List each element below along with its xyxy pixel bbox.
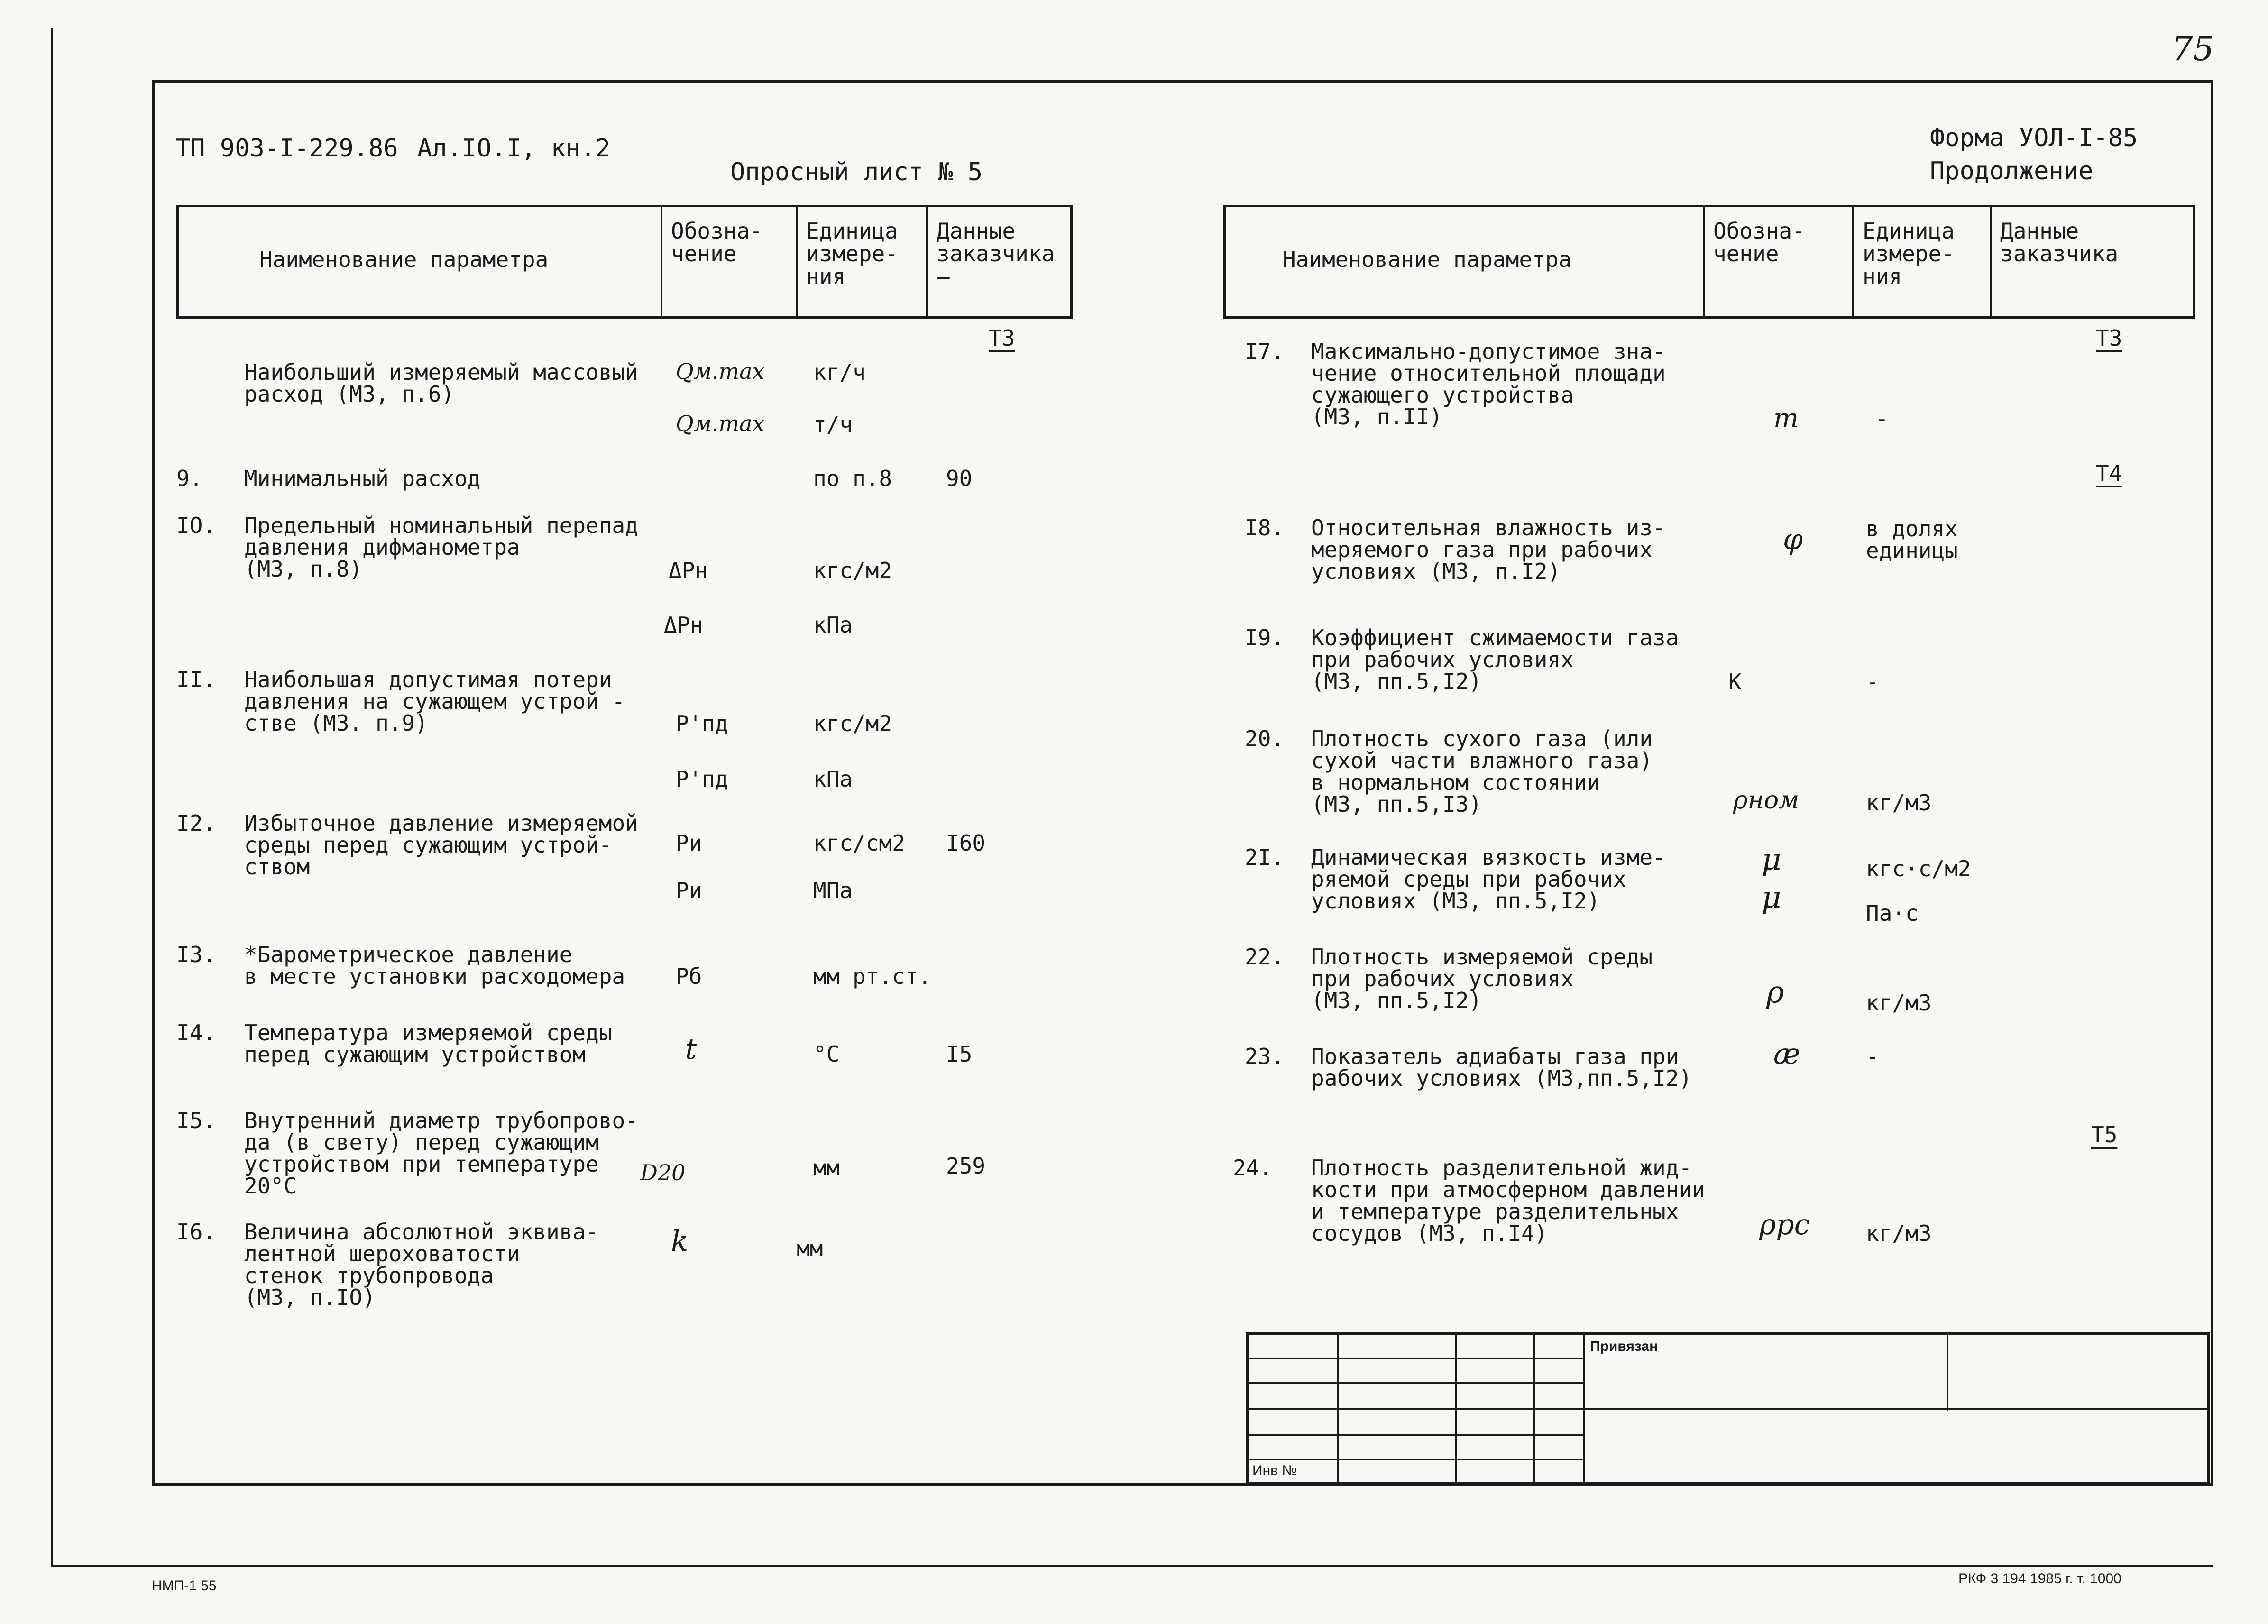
param-name: Избыточное давление измеряемой среды перед сужающим устрой- ством	[244, 810, 638, 880]
param-unit: кг/мЗ	[1866, 790, 1932, 816]
param-name: Плотность измеряемой среды при рабочих условиях (МЗ, пп.5,I2)	[1311, 944, 1653, 1013]
footer-right-code: РКФ 3 194 1985 г. т. 1000	[1958, 1571, 2121, 1587]
param-name: Динамическая вязкость изме- ряемой среды при рабочих условиях (МЗ, пп.5,I2)	[1311, 844, 1666, 914]
param-symbol: æ	[1773, 1037, 1800, 1071]
param-number: 20.	[1245, 726, 1285, 752]
param-name: Внутренний диаметр трубопрово- да (в свету) перед сужающим устройством при температуре 20°С	[244, 1108, 638, 1199]
customer-data: 259	[946, 1153, 986, 1179]
param-unit: кгс/м2	[813, 711, 892, 736]
document-code: ТП 903-I-229.86	[175, 134, 398, 163]
param-unit: °C	[813, 1041, 840, 1067]
form-code: Форма УОЛ-I-85	[1930, 124, 2138, 152]
param-unit: -	[1875, 406, 1889, 431]
continuation-label: Продолжение	[1930, 157, 2094, 185]
stamp-row-line	[1249, 1408, 2209, 1410]
param-symbol: μ	[1762, 842, 1781, 877]
param-number: I5.	[176, 1108, 216, 1133]
col-name-header: Наименование параметра	[179, 207, 662, 316]
stamp-row-line	[1249, 1459, 1583, 1460]
param-symbol: Ри	[676, 878, 702, 903]
param-symbol: Ри	[676, 830, 702, 856]
col-data-header-right: Данные заказчика	[2000, 218, 2119, 266]
param-symbol: t	[685, 1033, 697, 1066]
param-number: I2.	[176, 810, 216, 836]
param-number: I7.	[1245, 339, 1285, 364]
param-unit: мм рт.ст.	[813, 963, 932, 989]
param-number: I6.	[176, 1219, 216, 1245]
param-unit: МПа	[813, 878, 853, 903]
stamp-bound-label: Привязан	[1590, 1339, 1658, 1354]
param-name: Наибольшая допустимая потери давления на сужающем устрой - стве (МЗ. п.9)	[244, 667, 625, 736]
sheet-title: Опросный лист № 5	[730, 158, 983, 186]
param-number: 24.	[1233, 1155, 1273, 1181]
param-unit: в долях единицы	[1866, 516, 1958, 563]
param-unit: т/ч	[813, 412, 853, 437]
param-unit: кПа	[813, 612, 853, 638]
param-symbol: k	[671, 1225, 689, 1258]
param-name: Плотность сухого газа (или сухой части влажного газа) в нормальном состоянии (МЗ, пп.5,IЗ)	[1311, 726, 1653, 817]
param-name: Предельный номинальный перепад давления дифманометра (МЗ, п.8)	[244, 513, 638, 582]
param-number: I3.	[176, 942, 216, 967]
param-name: Плотность разделительной жид- кости при атмосферном давлении и температуре разделительных сосудов (МЗ, п.I4)	[1311, 1155, 1705, 1246]
customer-data: I60	[946, 830, 986, 856]
album-number: Ал.IO.I, кн.2	[417, 134, 610, 163]
param-unit: кгс/м2	[813, 558, 892, 583]
param-unit: мм	[797, 1236, 823, 1261]
customer-data: I5	[946, 1041, 973, 1067]
param-name: Показатель адиабаты газа при рабочих условиях (МЗ,пп.5,I2)	[1311, 1044, 1692, 1091]
param-symbol: Р'пд	[676, 711, 728, 736]
title-stamp	[1246, 1332, 2210, 1484]
param-symbol: ΔРн	[669, 558, 708, 583]
section-tag: Т4	[2096, 460, 2122, 486]
stamp-divider	[1947, 1335, 1948, 1411]
param-unit: кг/мЗ	[1866, 1220, 1932, 1246]
param-number: I9.	[1245, 625, 1285, 651]
section-tag: Т5	[2091, 1122, 2118, 1147]
param-name: Максимально-допустимое зна- чение относительной площади сужающего устройства (МЗ, п.II)	[1311, 339, 1666, 430]
stamp-row-line	[1249, 1434, 1583, 1436]
param-symbol: Р'пд	[676, 766, 728, 792]
param-symbol: φ	[1783, 523, 1803, 556]
param-name: Коэффициент сжимаемости газа при рабочих условиях (МЗ, пп.5,I2)	[1311, 625, 1679, 694]
param-name: Величина абсолютной эквива- лентной шероховатости стенок трубопровода (МЗ, п.IO)	[244, 1219, 599, 1310]
param-unit: кПа	[813, 766, 853, 792]
left-border-line	[51, 28, 53, 1567]
col-unit-header-right: Единица измере- ния	[1854, 207, 1992, 316]
bottom-border-line	[51, 1565, 2213, 1567]
param-number: 22.	[1245, 944, 1285, 970]
right-table-header	[1223, 205, 2195, 319]
param-symbol: ρрс	[1759, 1208, 1810, 1241]
param-name: Наибольший измеряемый массовый расход (МЗ, п.6)	[244, 359, 638, 407]
param-symbol: ρном	[1733, 786, 1800, 815]
customer-data: 90	[946, 466, 973, 491]
param-symbol: μ	[1762, 880, 1781, 915]
param-unit: -	[1866, 669, 1879, 695]
param-symbol: ρ	[1766, 975, 1784, 1010]
param-number: 2I.	[1245, 844, 1285, 870]
footer-left-code: НМП-1 55	[152, 1578, 217, 1594]
param-symbol: Рб	[676, 963, 702, 989]
param-symbol: К	[1728, 669, 1742, 695]
param-name: Минимальный расход	[244, 466, 481, 491]
param-unit: кгс/см2	[813, 830, 905, 856]
stamp-inventory-label: Инв №	[1252, 1463, 1297, 1478]
col-data-header: Данные заказчика –	[937, 218, 1055, 289]
param-unit: по п.8	[813, 466, 892, 491]
param-number: 9.	[176, 466, 203, 491]
param-number: I4.	[176, 1020, 216, 1046]
col-symbol-header-right: Обозна- чение	[1705, 207, 1854, 316]
page-number: 75	[2172, 29, 2214, 68]
param-symbol: Qм.max	[676, 358, 765, 384]
param-name: Относительная влажность из- меряемого газа при рабочих условиях (МЗ, п.I2)	[1311, 515, 1666, 584]
col-name-header-right: Наименование параметра	[1226, 207, 1705, 316]
stamp-row-line	[1249, 1358, 1583, 1359]
param-number: IO.	[176, 513, 216, 538]
param-symbol: m	[1773, 403, 1799, 434]
left-table-header	[176, 205, 1073, 319]
param-unit: -	[1866, 1044, 1879, 1069]
param-name: *Барометрическое давление в месте установки расходомера	[244, 942, 625, 989]
param-unit: кг/мЗ	[1866, 990, 1932, 1016]
param-symbol: ΔРн	[664, 612, 704, 638]
param-name: Температура измеряемой среды перед сужающим устройством	[244, 1020, 612, 1067]
param-number: I8.	[1245, 515, 1285, 541]
col-symbol-header: Обозна- чение	[662, 207, 798, 316]
section-tag: ТЗ	[2096, 325, 2122, 351]
param-number: 23.	[1245, 1044, 1285, 1069]
col-unit-header: Единица измере- ния	[798, 207, 928, 316]
param-number: II.	[176, 667, 216, 692]
section-tag: ТЗ	[989, 325, 1015, 351]
stamp-row-line	[1249, 1382, 1583, 1384]
param-symbol: Qм.max	[676, 411, 765, 436]
param-symbol: D20	[640, 1160, 686, 1185]
param-unit: мм	[813, 1155, 840, 1181]
param-unit: кгс·с/м2 Па·с	[1866, 856, 1971, 926]
param-unit: кг/ч	[813, 359, 866, 385]
